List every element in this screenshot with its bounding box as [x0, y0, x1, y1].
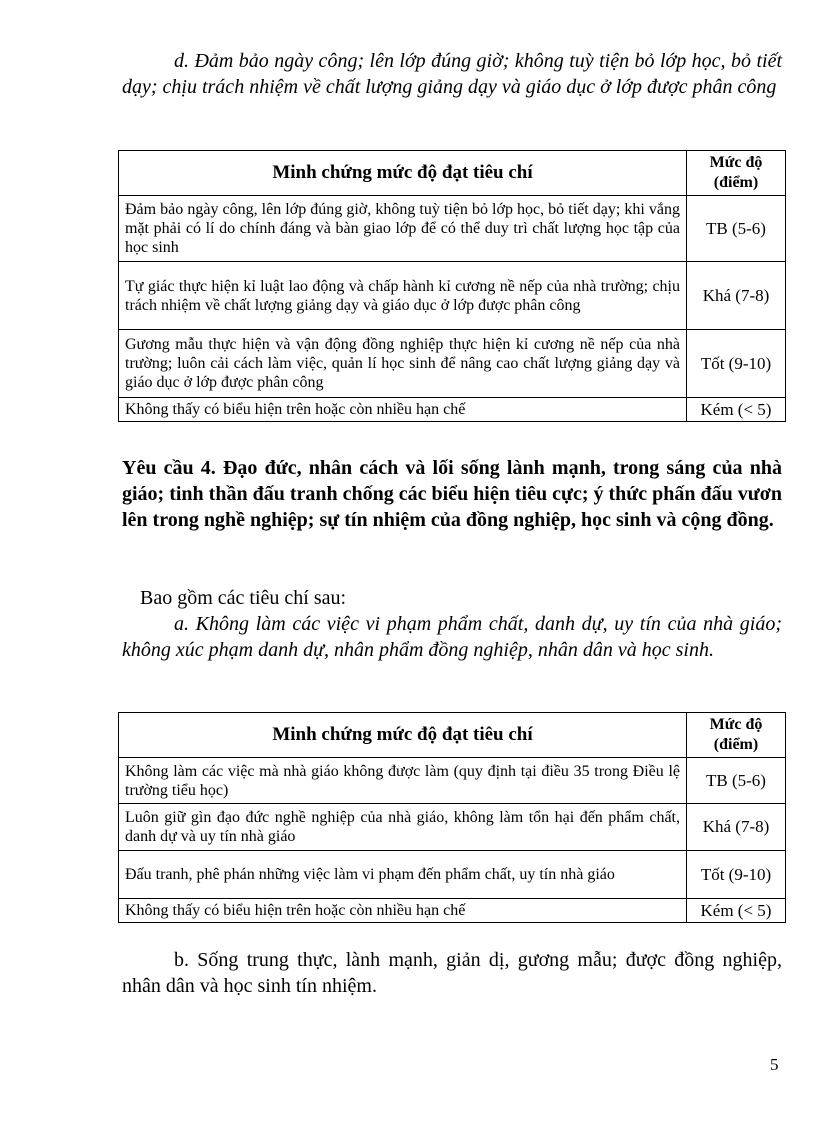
row-level: Tốt (9-10): [687, 851, 786, 899]
table-row: [119, 330, 786, 398]
header-criteria: Minh chứng mức độ đạt tiêu chí: [119, 151, 687, 196]
row-description: Tự giác thực hiện kỉ luật lao động và chấp hành kỉ cương nề nếp của nhà trường; chịu trách nhiệm về chất lượng giảng dạy và giáo dục ở lớp được phân công: [119, 262, 687, 330]
row-level: Kém (< 5): [687, 899, 786, 923]
criteria-table-2: [118, 712, 786, 923]
header-level: Mức độ (điểm): [687, 151, 786, 196]
table-row: [119, 398, 786, 422]
row-description: Gương mẫu thực hiện và vận động đồng nghiệp thực hiện kỉ cương nề nếp của nhà trường; luôn cải cách làm việc, quản lí học sinh để nâng cao chất lượng giảng dạy và giáo dục ở lớp được phân công: [119, 330, 687, 398]
row-level: TB (5-6): [687, 758, 786, 804]
criteria-table-1: [118, 150, 786, 422]
section-d-heading: d. Đảm bảo ngày công; lên lớp đúng giờ; không tuỳ tiện bỏ lớp học, bỏ tiết dạy; chịu trách nhiệm về chất lượng giảng dạy và giáo dục ở lớp được phân công: [122, 50, 782, 98]
table-header-row: [119, 713, 786, 758]
criteria-intro: Bao gồm các tiêu chí sau:: [140, 587, 347, 609]
row-level: TB (5-6): [687, 196, 786, 262]
row-level: Tốt (9-10): [687, 330, 786, 398]
table-header-row: [119, 151, 786, 196]
section-a-heading: a. Không làm các việc vi phạm phẩm chất, danh dự, uy tín của nhà giáo; không xúc phạm danh dự, nhân phẩm đồng nghiệp, nhân dân và học sinh.: [122, 613, 782, 661]
requirement-4-heading: Yêu cầu 4. Đạo đức, nhân cách và lối sống lành mạnh, trong sáng của nhà giáo; tinh thần đấu tranh chống các biểu hiện tiêu cực; ý thức phấn đấu vươn lên trong nghề nghiệp; sự tín nhiệm của đồng nghiệp, học sinh và cộng đồng.: [122, 457, 782, 531]
section-b-heading: b. Sống trung thực, lành mạnh, giản dị, gương mẫu; được đồng nghiệp, nhân dân và học sinh tín nhiệm.: [122, 949, 782, 997]
row-description: Không thấy có biểu hiện trên hoặc còn nhiều hạn chế: [119, 899, 687, 923]
table-row: [119, 804, 786, 851]
row-level: Khá (7-8): [687, 804, 786, 851]
page-number: 5: [770, 1055, 779, 1074]
row-description: Luôn giữ gìn đạo đức nghề nghiệp của nhà giáo, không làm tổn hại đến phẩm chất, danh dự và uy tín nhà giáo: [119, 804, 687, 851]
row-description: Đấu tranh, phê phán những việc làm vi phạm đến phẩm chất, uy tín nhà giáo: [119, 851, 687, 899]
row-description: Không làm các việc mà nhà giáo không được làm (quy định tại điều 35 trong Điều lệ trường tiểu học): [119, 758, 687, 804]
table-row: [119, 851, 786, 899]
table-row: [119, 196, 786, 262]
table-row: [119, 758, 786, 804]
table-row: [119, 262, 786, 330]
row-level: Kém (< 5): [687, 398, 786, 422]
row-level: Khá (7-8): [687, 262, 786, 330]
header-criteria: Minh chứng mức độ đạt tiêu chí: [119, 713, 687, 758]
row-description: Không thấy có biểu hiện trên hoặc còn nhiều hạn chế: [119, 398, 687, 422]
row-description: Đảm bảo ngày công, lên lớp đúng giờ, không tuỳ tiện bỏ lớp học, bỏ tiết dạy; khi vắng mặt phải có lí do chính đáng và bàn giao lớp để có thể duy trì chất lượng học tập của học sinh: [119, 196, 687, 262]
header-level: Mức độ (điểm): [687, 713, 786, 758]
table-row: [119, 899, 786, 923]
